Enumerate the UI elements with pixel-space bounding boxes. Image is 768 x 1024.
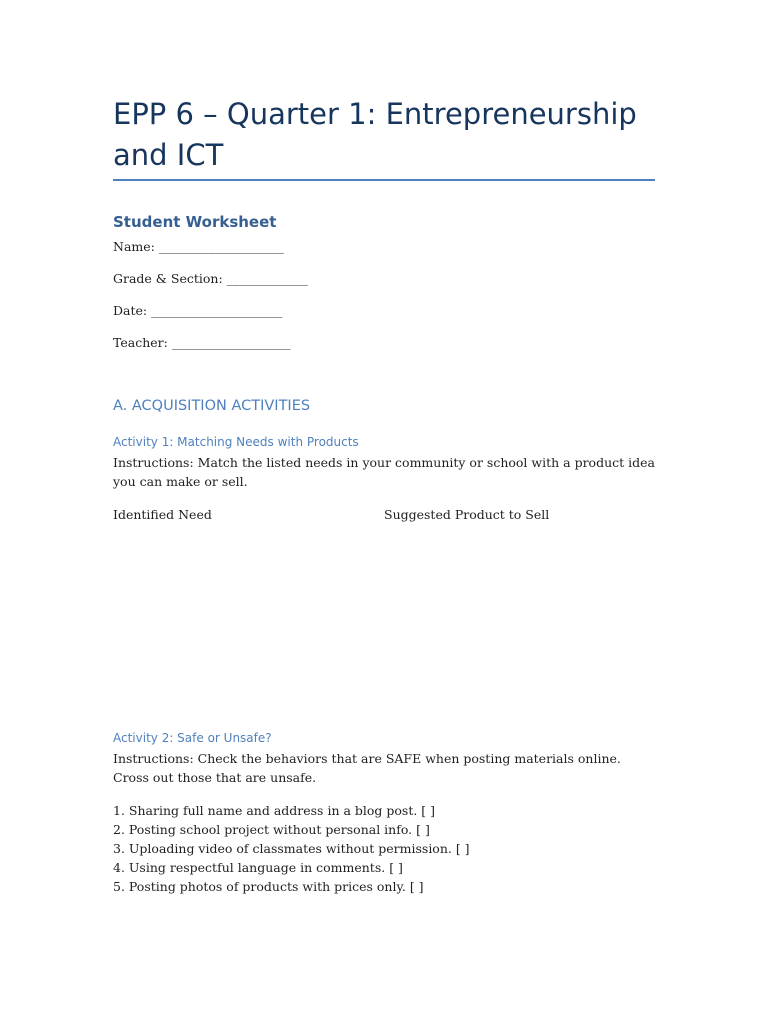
section-a-heading: A. ACQUISITION ACTIVITIES	[113, 398, 311, 414]
name-field: Name: ____________________	[113, 239, 284, 254]
list-item: 4. Using respectful language in comments. [ ]	[113, 860, 403, 875]
activity2-list	[113, 801, 470, 896]
date-field: Date: _____________________	[113, 303, 283, 318]
activity2-instructions: Instructions: Check the behaviors that are SAFE when posting materials online. Cross out those that are unsafe.	[113, 751, 621, 785]
grade-section-field: Grade & Section: _____________	[113, 271, 308, 286]
column-suggested-product: Suggested Product to Sell	[384, 507, 550, 522]
list-item: 3. Uploading video of classmates without permission. [ ]	[113, 841, 470, 856]
activity1-instructions: Instructions: Match the listed needs in your community or school with a product idea you can make or sell.	[113, 455, 655, 489]
document-title: EPP 6 – Quarter 1: Entrepreneurship and ICT	[113, 97, 637, 172]
teacher-field: Teacher: ___________________	[113, 335, 291, 350]
worksheet-heading: Student Worksheet	[113, 213, 277, 231]
title-underline	[113, 179, 655, 181]
list-item: 1. Sharing full name and address in a blog post. [ ]	[113, 803, 436, 818]
list-item: 5. Posting photos of products with prices only. [ ]	[113, 879, 424, 894]
list-item: 2. Posting school project without personal info. [ ]	[113, 822, 430, 837]
activity2-heading: Activity 2: Safe or Unsafe?	[113, 731, 272, 745]
column-identified-need: Identified Need	[113, 507, 212, 522]
activity1-heading: Activity 1: Matching Needs with Products	[113, 435, 359, 449]
